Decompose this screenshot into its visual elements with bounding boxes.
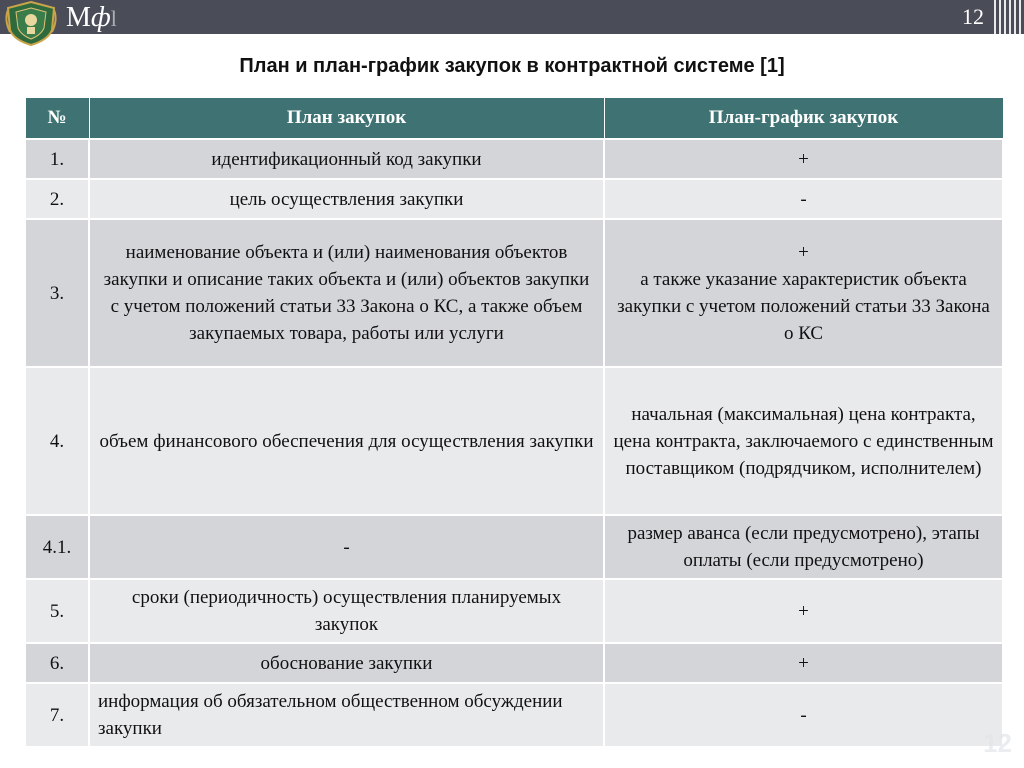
plan-cell <box>89 219 604 367</box>
schedule-text: + <box>798 148 809 170</box>
schedule-cell <box>604 367 1003 515</box>
table-row <box>25 367 1003 515</box>
row-number: 2. <box>25 179 89 219</box>
schedule-cell <box>604 643 1003 683</box>
plan-cell <box>89 139 604 179</box>
row-number: 4. <box>25 367 89 515</box>
plan-cell <box>89 683 604 747</box>
schedule-text: - <box>800 188 807 210</box>
schedule-cell <box>604 515 1003 579</box>
plan-text: информация об обязательном общественном обсуждении закупки <box>98 691 563 739</box>
row-number: 5. <box>25 579 89 643</box>
schedule-cell <box>604 683 1003 747</box>
schedule-cell <box>604 139 1003 179</box>
column-header-plan: План закупок <box>89 98 604 140</box>
logo-letter-m: М <box>66 2 91 33</box>
schedule-text: размер аванса (если предусмотрено), этапы оплаты (если предусмотрено) <box>627 523 980 571</box>
plan-text: сроки (периодичность) осуществления планируемых закупок <box>131 587 562 635</box>
logo-letter-f: ф <box>90 2 111 33</box>
comparison-table <box>24 97 1004 748</box>
decorative-stripes <box>994 0 1024 34</box>
row-number: 3. <box>25 219 89 367</box>
plan-text: цель осуществления закупки <box>229 188 464 210</box>
logo-letter-rest: l <box>110 6 117 31</box>
plan-cell <box>89 579 604 643</box>
plan-cell <box>89 367 604 515</box>
schedule-cell <box>604 219 1003 367</box>
schedule-text: начальная (максимальная) цена контракта, цена контракта, заключаемого с единственным поставщиком (подрядчиком, исполнителем) <box>613 403 994 479</box>
schedule-cell <box>604 579 1003 643</box>
table-row <box>25 219 1003 367</box>
row-number: 6. <box>25 643 89 683</box>
plan-cell <box>89 179 604 219</box>
schedule-text: + <box>798 652 809 674</box>
top-bar <box>0 0 1024 34</box>
plan-cell <box>89 515 604 579</box>
table-row <box>25 643 1003 683</box>
plan-text: обоснование закупки <box>260 652 433 674</box>
coat-of-arms-icon <box>2 0 60 46</box>
table-row <box>25 683 1003 747</box>
table-row <box>25 139 1003 179</box>
slide-number: 12 <box>962 4 984 29</box>
plan-text: - <box>343 536 350 558</box>
schedule-cell <box>604 179 1003 219</box>
schedule-text: - <box>800 704 807 726</box>
plan-text: идентификационный код закупки <box>211 148 482 170</box>
table-row <box>25 179 1003 219</box>
row-number: 7. <box>25 683 89 747</box>
table-header-row <box>25 98 1003 140</box>
plan-text: наименование объекта и (или) наименования объектов закупки и описание таких объекта и (или) объектов закупки с учетом положений статьи 33 Закона о КС, а также объем закупаемых товара, работы или услуги <box>103 242 590 344</box>
logo-text <box>66 3 117 33</box>
ghost-slide-number: 12 <box>983 728 1012 758</box>
row-number: 4.1. <box>25 515 89 579</box>
column-header-schedule: План-график закупок <box>604 98 1003 140</box>
schedule-text: + <box>798 242 809 263</box>
table-row <box>25 515 1003 579</box>
table-row <box>25 579 1003 643</box>
row-number: 1. <box>25 139 89 179</box>
column-header-number: № <box>25 98 89 140</box>
slide-title: План и план-график закупок в контрактной системе [1] <box>239 55 785 77</box>
plan-cell <box>89 643 604 683</box>
plan-text: объем финансового обеспечения для осуществления закупки <box>99 430 594 452</box>
schedule-text: + <box>798 600 809 622</box>
schedule-text: а также указание характеристик объекта закупки с учетом положений статьи 33 Закона о КС <box>617 269 990 344</box>
